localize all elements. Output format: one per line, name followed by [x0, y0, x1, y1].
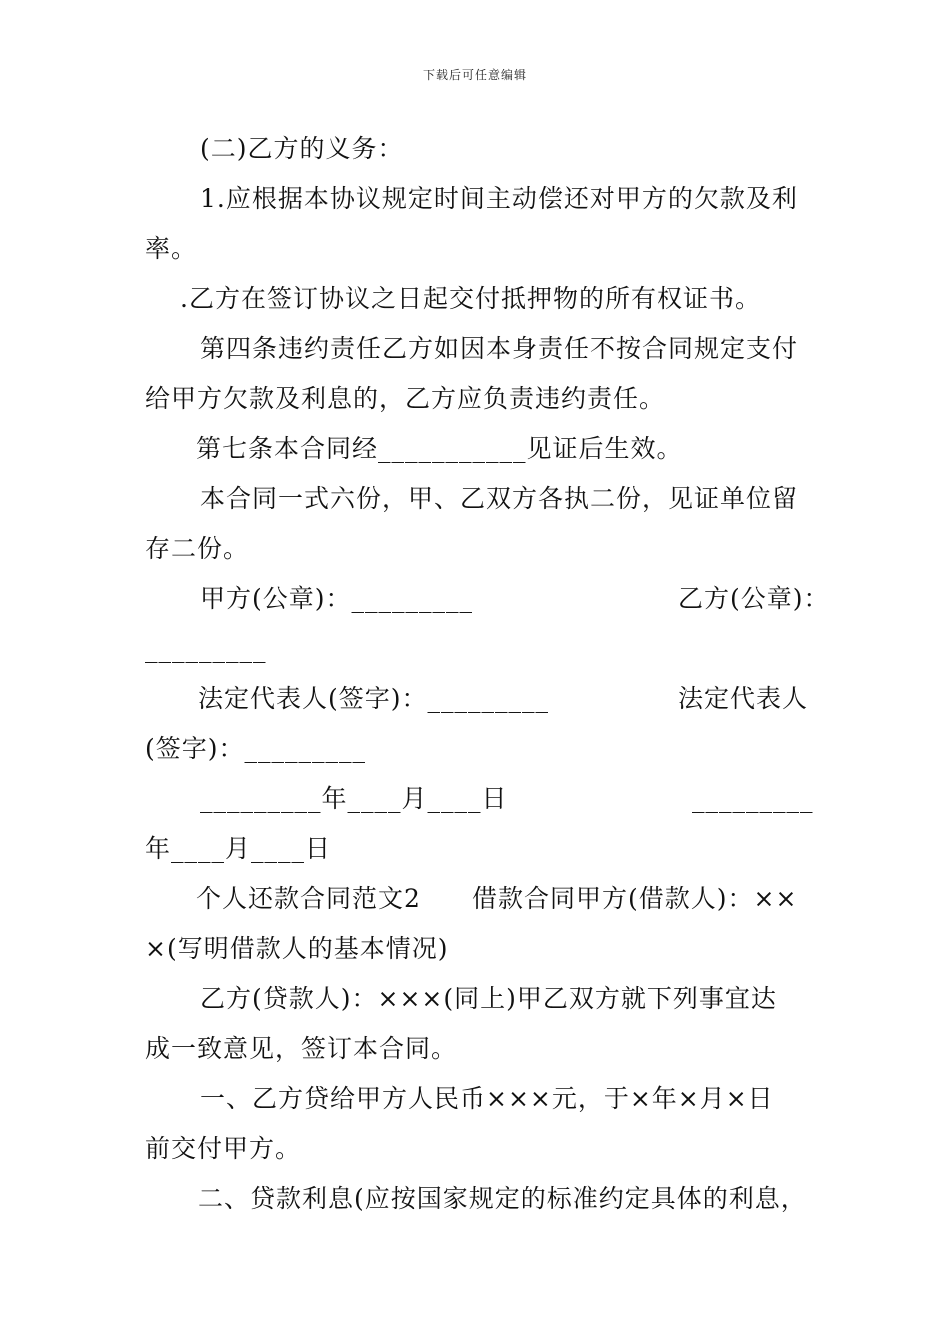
- paragraph-line: 二、贷款利息(应按国家规定的标准约定具体的利息，: [198, 1184, 807, 1213]
- paragraph-line: 1.应根据本协议规定时间主动偿还对甲方的欠款及利: [200, 184, 798, 213]
- party-a-representative-field: 法定代表人(签字)：_________: [198, 684, 550, 713]
- paragraph-line: ×(写明借款人的基本情况): [145, 934, 449, 963]
- section-heading: (二)乙方的义务：: [200, 134, 404, 163]
- party-b-date-blank: _________: [692, 784, 814, 813]
- paragraph-line: 成一致意见，签订本合同。: [145, 1034, 458, 1063]
- paragraph-line: 第七条本合同经___________见证后生效。: [196, 434, 683, 463]
- page-header: 下载后可任意编辑: [422, 68, 527, 82]
- paragraph-line: 率。: [145, 234, 198, 263]
- party-b-representative-label: 法定代表人: [678, 684, 809, 713]
- party-a-seal-field: 甲方(公章)：_________: [200, 584, 474, 613]
- party-b-representative-blank: (签字)：_________: [145, 734, 367, 763]
- paragraph-line: 存二份。: [145, 534, 250, 563]
- paragraph-line: 乙方(贷款人)：×××(同上)甲乙双方就下列事宜达: [200, 984, 777, 1013]
- paragraph-line: 一、乙方贷给甲方人民币×××元，于×年×月×日: [200, 1084, 774, 1113]
- party-b-seal-blank: _________: [145, 634, 267, 663]
- party-b-seal-label: 乙方(公章)：: [678, 584, 830, 613]
- paragraph-line: 本合同一式六份，甲、乙双方各执二份，见证单位留: [200, 484, 799, 513]
- party-a-date-field: _________年____月____日: [200, 784, 508, 813]
- section-title: 个人还款合同范文2: [196, 884, 421, 913]
- paragraph-line: .乙方在签订协议之日起交付抵押物的所有权证书。: [180, 284, 761, 313]
- paragraph-line: 前交付甲方。: [145, 1134, 302, 1163]
- paragraph-line: 第四条违约责任乙方如因本身责任不按合同规定支付: [200, 334, 799, 363]
- party-b-date-field: 年____月____日: [145, 834, 332, 863]
- paragraph-line: 给甲方欠款及利息的，乙方应负责违约责任。: [145, 384, 666, 413]
- paragraph-line: 借款合同甲方(借款人)：××: [472, 884, 798, 913]
